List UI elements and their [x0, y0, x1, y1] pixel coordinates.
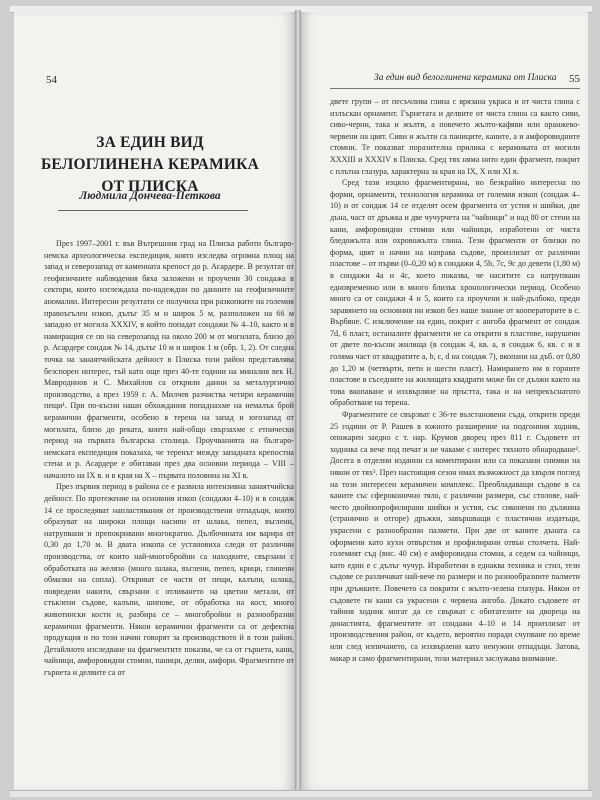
title-line-1: ЗА ЕДИН ВИД БЕЛОГЛИНЕНА КЕРАМИКА	[40, 134, 259, 173]
author-divider	[58, 210, 248, 211]
body-paragraph: Фрагментите се свързват с 36-те възстановени съда, открити преди 25 години от Р. Рашев в южното разширение на подгонния ходник, опожарен заедно с т. нар. Крумов дворец през 811 г. Съдовете от ходника са вече под печат и не чакаме с интерес тяхното обнародване². Досега в отделни изданни са коментирани или са показани снимки на някои от тях³. През настоящия сезон имах възможност да хвърля поглед на този интересен керамичен комплекс. Преобладаващи съдове в са каните със сфероконично тяло, с различни размери, със столове, най-често двойнопрофилирани шийки и устия, със сиконени по дължина (странично и отгоре) дръжки, завършващи с пластични издатъци, украсени с разнообразни палмети. При две от каните дъната са оформени като кухи отвърстия и профилирани отвън столчета. Най-големият съд (вис. 40 см) е амфоровидна стомна, а седем са чайници, като един е с дълъг чучур. Изработени в еднаква техника и стил, тези съдове се различават най-вече по размери и по разнообразните палмети при дръжките. Повечето са покрити с жълто-зелена глазура. Някои от съдовете ги кани са украсени с червена ангоба. Докато съдовете от тайния ходник могат да се свържат с обитателите на двореца на династията, фрагментите от сондажи 4–10 и 14 произлизат от производствения район, от където, вероятно поради счупване по време или след изпичането, са изхвърлени като ненужни отпадъци. Затова, макар и само фрагментирани, този материал заслужава внимание.	[330, 410, 580, 663]
running-head-rule	[330, 88, 580, 89]
running-head-title: За един вид белоглинена керамика от Плиска	[374, 73, 557, 83]
left-page-body	[44, 238, 294, 778]
body-paragraph: двете групи – от песъчлива глина с врязана украса и от чиста глина с излъскан орнамент. Гърнетата и делвите от чиста глина са както сиви, сиво-черни, така и жълти, а повечето жълто-кафяви или оранжево-червени на цвят. Сиви и жълти са паниците, каните, а и амфоровидните стомни. Те показват поразителна прилика с керамиката от могили XXXIII и XXXIV в Плиска. Сред тях няма нито един фрагмент, покрит с плътна глазура, характерна за края на IX, X или XI в.	[330, 97, 580, 176]
article-author: Людмила Дончева-Петкова	[79, 190, 221, 202]
left-page-number: 54	[46, 74, 57, 86]
body-paragraph: През 1997–2001 г. във Вътрешния град на Плиска работи българо-немска археологическа експедиция, която изследва огромна площ на запад и северозапад от каменната крепост до р. Асардере. В резултат от геофизичните наблюдения бяха заложени и проучени 30 сондажа в сектори, които изглеждаха по-надеждни по данните на геофизичните аномалии. Интересни резултати се получиха при разкопките на големия правоъгълен изкоп, дълъг 35 м и широк 5 м, разположен на 66 м западно от могила XXXIV, в който попадат сондажи № 4–10, както и в намиращия се по на северозапад на около 200 м от могилата, близо до р. Асардере сондаж № 14, дълъг 10 м и широк 1 м (обр. 1, 2). От следна точка на занаятчийската дейност в Плиска този район представлява безспорен интерес, тъй като още през 40-те години на миналия век Н. Мавродинов и С. Михайлов са открили данни за металургично производство, а през 1959 г. А. Милчев разчиства четири керамични пещи¹. При по-късни наши обхождания попаднахме на немалък брой керамични фрагменти, особено в терена на запад и югозапад от могилата, близо до реката, които най-общо свързахме с етнически период на първата българска столица. Проучванията на българо-немската експедиция показаха, че теренът между западната крепостна стена и р. Асардере е обитаван през два основни периода – VIII – началото на IX в. и в края на X – първата половина на XI в.	[44, 239, 294, 480]
title-line-2: ОТ ПЛИСКА	[101, 178, 199, 195]
page-edge-bottom	[10, 790, 592, 797]
right-page-body	[330, 96, 580, 778]
right-page-number: 55	[569, 73, 580, 85]
article-title	[40, 132, 260, 198]
body-paragraph: Сред тази изцяло фрагментирана, но безкрайно интересна по форми, орнаменти, технология керамика от големия изкоп (сондаж 4–10) и от сондаж 14 се отделят осем фрагмента от устия и шийки, две дъна, част от дръжка и две чучурчета на "чайници" и над 80 от стени на кани, амфоровидни стомни или чайници, изработени от чиста бледожълта или охровожълта глина. Тези фрагменти от близки по форма, цвят и начин на направа съдове, произлизат от различни пластове – от първи (0–0,20 м) в сондажи 4, 5b, 7c, 9c до девети (1,80 м) в сондажи 4а и 4с, което показва, че наситите са натрупвани едновременно или в много близък хронологически период. Особено много са от сондажи 4 и 5, които са проучени и най-дълбоко, преди заравянето на основния ни изкоп без наше знание от кооператорите в с. Върбяне. С изключение на един, покрит с ангоба фрагмент от сондаж 7d, 6 пласт, останалите фрагменти не са открити в пластове, нарушени от двете по-късни жилища (в сондаж 4, кв. а, в сондаж 6, кв. с и в голяма част от квадратите а, b, c, d на сондаж 7), вкопани на дъб. от 0,80 до 1,20 м (четвърти, пети и шести пласт). Намирането им в горните пластове в съседните на жилищата квадрати може би се дължи както на това вкопаване и изхвърляне на пръстта, така и на непрекъснатото обработване на терена.	[330, 178, 580, 408]
body-paragraph: През първия период в района се е развила интензивна занаятчийска дейност. По протежение на основния изкоп (сондажи 4–10) и в сондаж 14 се проследяват напластявания от производствени отпадъци, които образуват на широки площи насипи от шлака, пепел, въглени, натрупвани и препокривани многократно. Дълбочината им варира от 0,30 до 1,70 м. В двата изкопа се установиха следи от различни производства, от които най-многобройни са находките, свързани с обработката на желязо (много шлака, въглени, пепел, крици, глинени обмазки на сопла). Откриват се части от пещи, калъпи, шлака, повредени накити, свързани с отливането на цветни метали, от стъклени съдове, калъпи, шипове, от обработка на кост, много животински кости и, разбира се – многобройни и разнообразни керамични фрагменти. Някои керамични фрагменти са от дефектна продукция и по този начин говорят за производството й в този район. Детайлното изследване на фрагментите показва, че са от гърнета, кани, чайници, амфоровидни стомни, паници, делви, амфори. Фрагментите от гърнета и делвите са от	[44, 482, 294, 677]
book-gutter	[295, 10, 301, 792]
